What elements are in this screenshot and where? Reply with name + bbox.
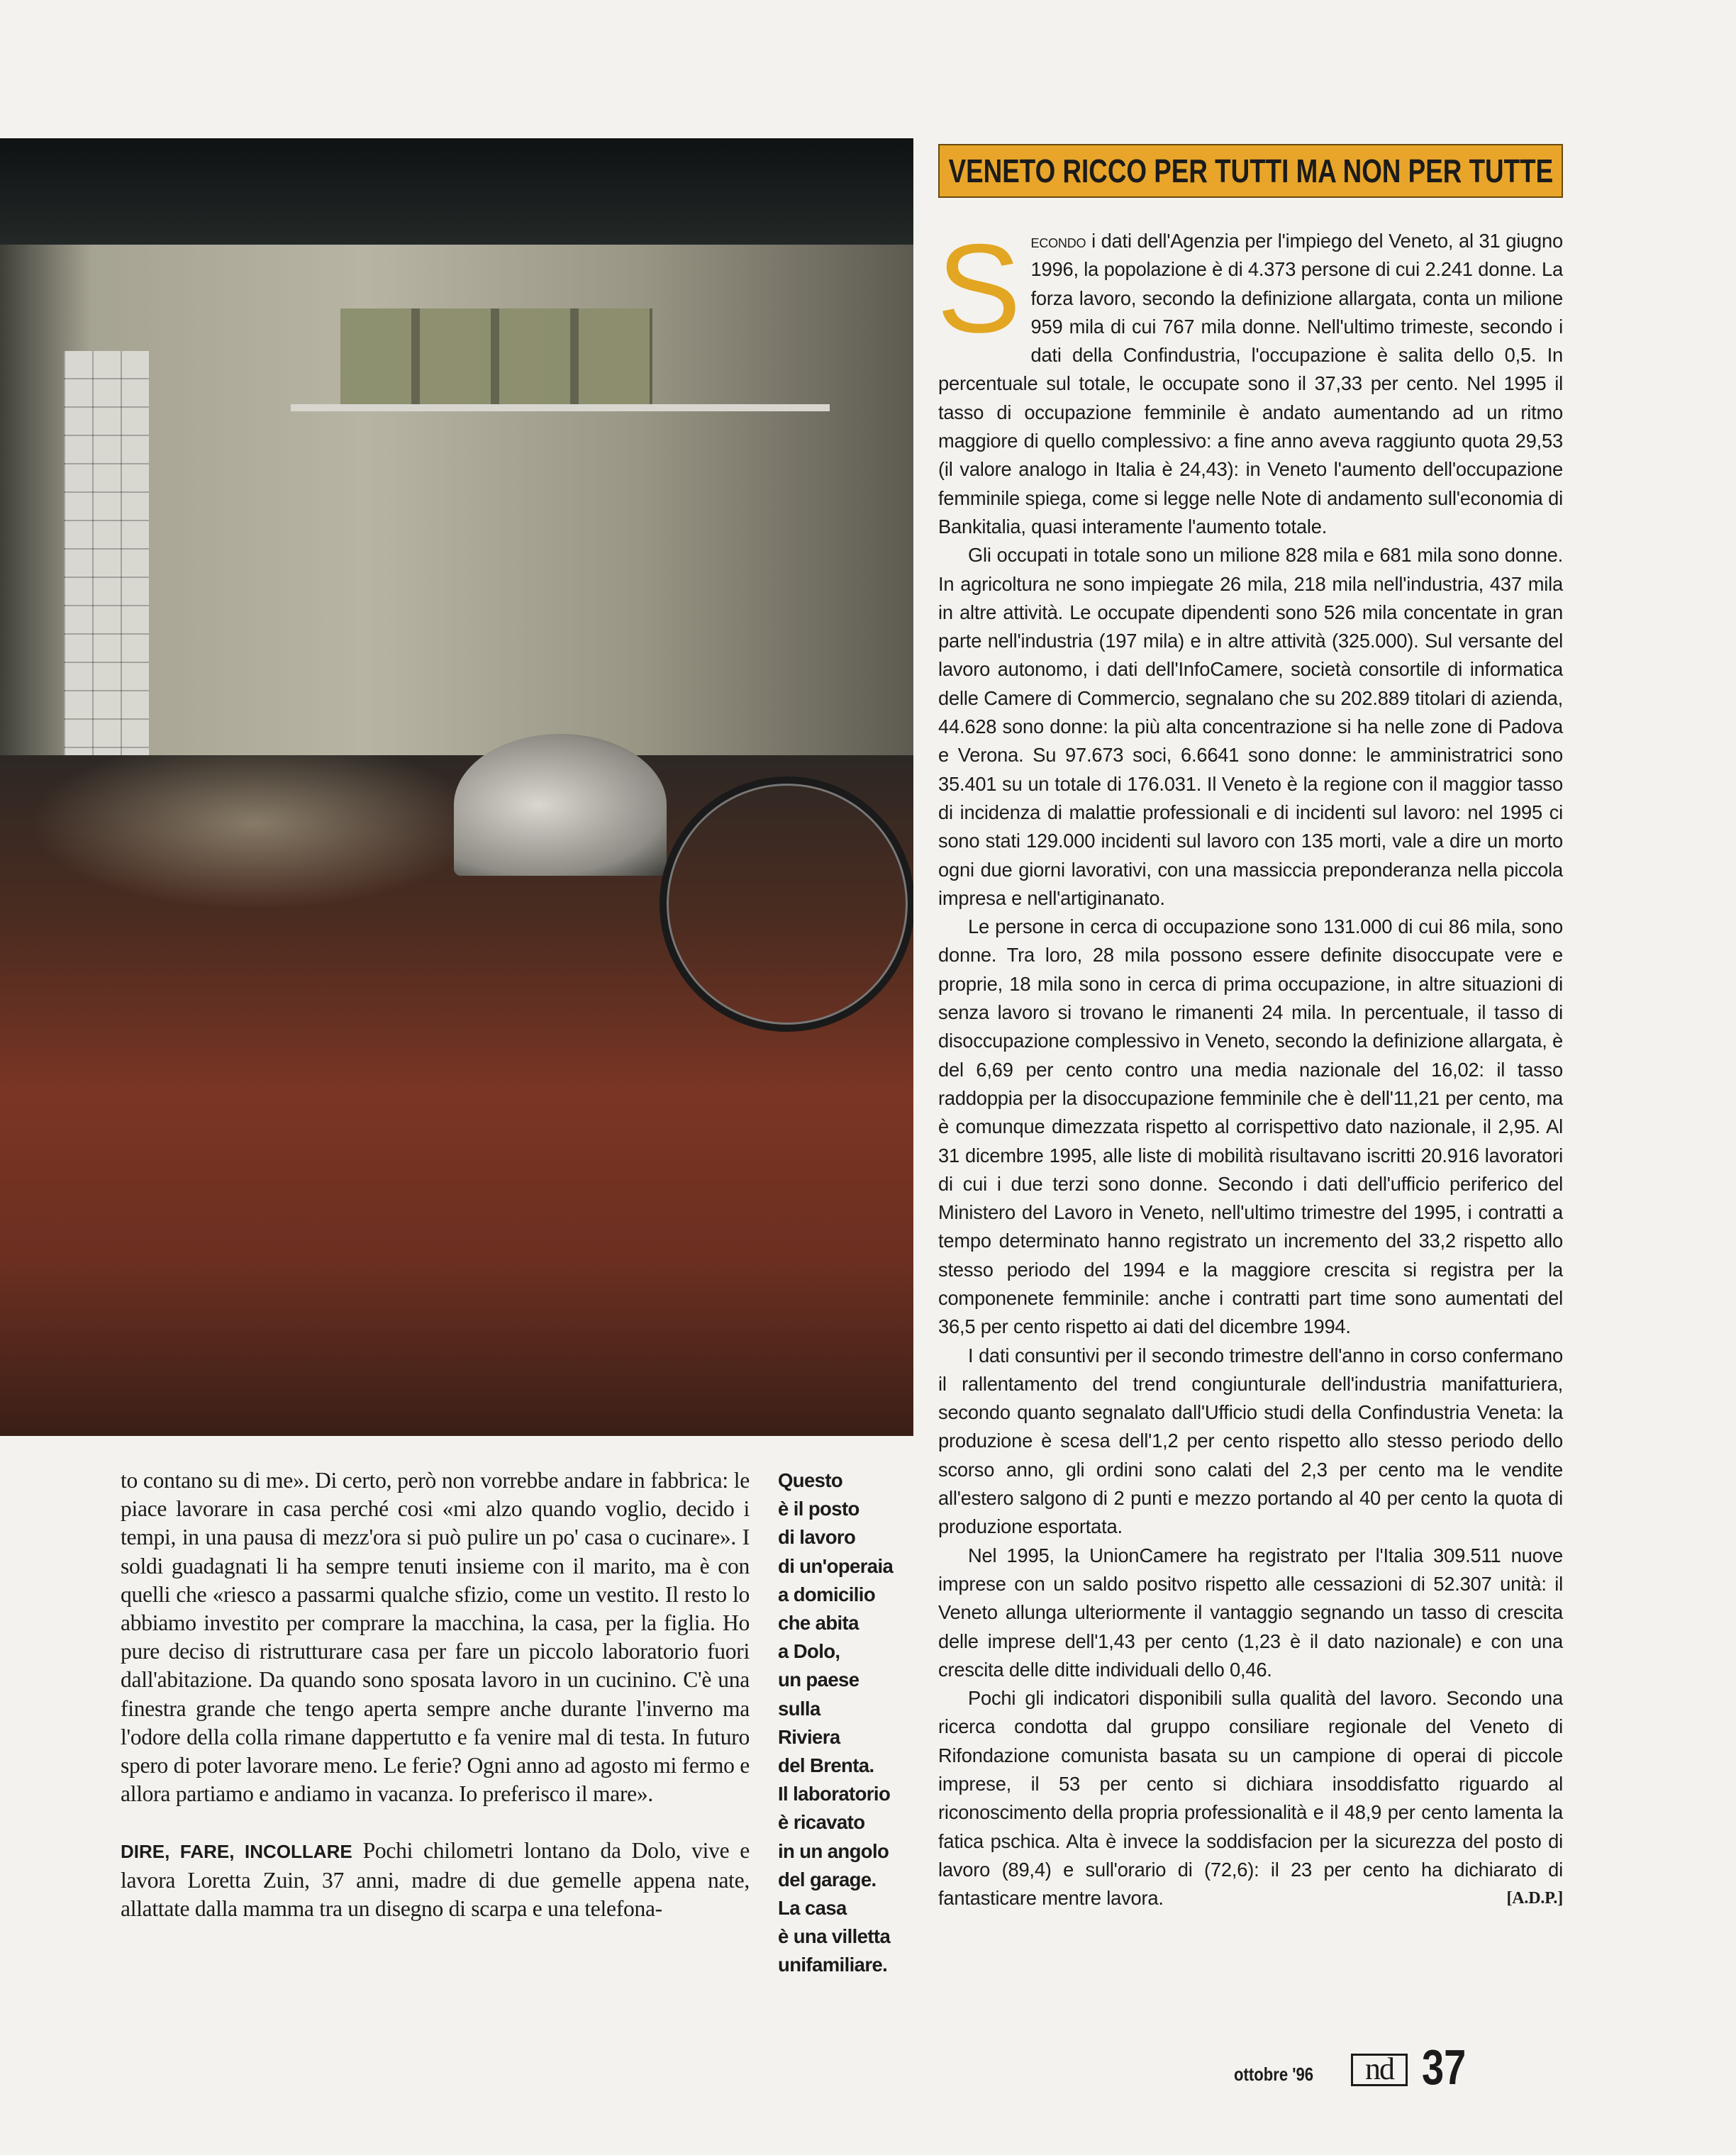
caption-line: un paese xyxy=(778,1669,859,1691)
first-word-rest: econdo xyxy=(1030,230,1086,252)
photo-shelf xyxy=(291,404,830,411)
bleed-through-text xyxy=(940,78,1613,121)
caption-line: è una villetta xyxy=(778,1925,891,1948)
garage-photo xyxy=(0,138,913,1436)
caption-line: Riviera xyxy=(778,1725,840,1748)
article-header-bar xyxy=(938,144,1563,198)
page-number: 37 xyxy=(1422,2039,1467,2095)
left-paragraph-text: Pochi chilometri lontano da Dolo, vive e lavora Loretta Zuin, 37 anni, madre di due gemelle appena nate, allattate dalla mamma tra un disegno di scarpa e una telefona- xyxy=(121,1838,750,1921)
issue-date: ottobre '96 xyxy=(1234,2064,1314,2085)
article-body xyxy=(937,218,1564,1913)
caption-line: del Brenta. xyxy=(778,1754,874,1777)
article-paragraph-4: I dati consuntivi per il secondo trimestre dell'anno in corso confermano il rallentamento del trend congiunturale dell'industria manifatturiera, secondo quanto segnalato dall'Ufficio studi della Confindustria Veneta: la produzione è scesa dell'1,2 per cento rispetto allo stesso periodo dello scorso anno, gli ordini sono calati del 2,3 per cento ma le vendite all'estero salgono di 2 punti e mezzo portando al 40 per cento la quota di produzione esportata. xyxy=(938,1344,1563,1538)
caption-line: in un angolo xyxy=(778,1839,889,1862)
article-paragraph-6 xyxy=(938,1684,1563,1912)
left-paragraph-1: to contano su di me». Di certo, però non vorrebbe andare in fabbrica: le piace lavorare in casa perché cosi «mi alzo quando voglio, decido i tempi, in una pausa di mezz'ora si può pulire un po' casa o cucinare». I soldi guadagnati li ha sempre tenuti insieme con il marito, ma è con quelli che «riesco a passarmi qualche sfizio, come un vestito. Il resto lo abbiamo investito per comprare la macchina, la casa, per la figlia. Ho pure deciso di ristrutturare casa per fare un piccolo laboratorio fuori dall'abitazione. Da quando sono sposata lavoro in un cucinino. C'è una finestra grande che tengo aperta sempre anche durante l'inverno ma l'odore della colla rimane dappertutto e fa venire mal di testa. In futuro spero di poter lavorare meno. Le ferie? Ogni anno ad agosto mi fermo e allora partiamo e andiamo in vacanza. Io preferisco il mare». xyxy=(121,1468,750,1807)
article-paragraph-text: Pochi gli indicatori disponibili sulla qualità del lavoro. Secondo una ricerca condotta dal gruppo consiliare regionale del Veneto di Rifondazione comunista basata su un campione di operai di piccole imprese, il 53 per cento si dichiara insoddisfatto riguardo al riconoscimento della propria professionalità e il 48,9 per cento lamenta la fatica pschica. Alta è invece la soddisfacion per la sicurezza del posto di lavoro (89,4) e sull'orario di (72,6): il 23 per cento ha dichiarato di fantasticare mentre lavora. xyxy=(938,1687,1563,1910)
caption-line: di un'operaia xyxy=(778,1554,894,1577)
article-paragraph-text: i dati dell'Agenzia per l'impiego del Veneto, al 31 giugno 1996, la popolazione è di 4.373 persone di cui 2.241 donne. La forza lavoro, secondo la definizione allargata, conta un milione 959 mila di cui 767 mila donne. Nell'ultimo trimeste, secondo i dati della Confindustria, l'occupazione è salita dello 0,5. In percentuale sul totale, le occupate sono il 37,33 per cento. Nel 1995 il tasso di occupazione femminile è andato aumentando ad un ritmo maggiore di quello complessivo: a fine anno aveva raggiunto quota 29,53 (il valore analogo in Italia è 24,43): in Veneto l'aumento dell'occupazione femminile spiega, come si legge nelle Note di andamento sull'economia di Bankitalia, quasi interamente l'aumento totale. xyxy=(938,230,1564,538)
caption-line: è il posto xyxy=(778,1498,859,1520)
caption-line: è ricavato xyxy=(778,1811,865,1834)
caption-line: unifamiliare. xyxy=(778,1954,888,1976)
caption-line: che abita xyxy=(778,1612,859,1635)
caption-line: Questo xyxy=(778,1469,843,1491)
photo-jerrycans xyxy=(340,308,652,408)
caption-line: a domicilio xyxy=(778,1583,876,1605)
article-title: VENETO RICCO PER TUTTI MA NON PER TUTTE xyxy=(948,152,1553,189)
caption-line: a Dolo, xyxy=(778,1640,840,1663)
drop-cap: S xyxy=(937,218,1021,359)
photo-bicycle-wheel xyxy=(660,776,913,1032)
author-signature: [A.D.P.] xyxy=(1506,1889,1563,1908)
article-paragraph-5: Nel 1995, la UnionCamere ha registrato per l'Italia 309.511 nuove imprese con un saldo positvo rispetto alle cessazioni di 52.307 unità: il Veneto allunga ulteriormente il vantaggio segnando un tasso di crescita delle imprese dell'1,43 per cento (1,23 è il dato nazionale) e con una crescita delle ditte individuali dello 0,46. xyxy=(938,1544,1563,1681)
article-paragraph-3: Le persone in cerca di occupazione sono 131.000 di cui 86 mila, sono donne. Tra loro, 28 mila possono essere definite disoccupate vere e proprie, 18 mila sono in cerca di prima occupazione, in altre situazioni di senza lavoro si trovano le rimanenti 24 mila. In percentuale, il tasso di disoccupazione complessivo in Veneto, secondo la definizione allargata, è del 6,69 per cento contro una media nazionale del 16,02: il tasso raddoppia per la disoccupazione femminile che è dell'11,21 per cento, ma è comunque dimezzata rispetto al corrispettivo dato nazionale, il 2,95. Al 31 dicembre 1995, alle liste di mobilità risultavano iscritti 20.916 lavoratori di cui i due terzi sono donne. Secondo i dati dell'ufficio periferico del Ministero del Lavoro in Veneto, nell'ultimo trimestre del 1995, i contratti a tempo determinato hanno registrato un incremento del 33,2 rispetto allo stesso periodo del 1994 e la maggiore crescita si registra per la componenete femminile: anche i contratti part time sono aumentati del 36,5 per cento rispetto ai dati del dicembre 1994. xyxy=(938,915,1563,1338)
caption-line: del garage. xyxy=(778,1868,877,1891)
caption-line: sulla xyxy=(778,1697,820,1720)
caption-line: Il laboratorio xyxy=(778,1783,891,1805)
photo-floor-machine xyxy=(454,734,667,876)
section-runin-heading: DIRE, FARE, INCOLLARE xyxy=(121,1841,352,1863)
caption-line: di lavoro xyxy=(778,1526,856,1549)
caption-line: La casa xyxy=(778,1897,847,1920)
page-footer xyxy=(1206,2041,1560,2098)
left-paragraph-2 xyxy=(121,1837,750,1923)
photo-ceiling xyxy=(0,138,913,245)
magazine-logo: nd xyxy=(1351,2054,1408,2086)
article-paragraph-1 xyxy=(937,218,1564,541)
photo-caption xyxy=(778,1466,920,1980)
article-paragraph-2: Gli occupati in totale sono un milione 828 mila e 681 mila sono donne. In agricoltura ne sono impiegate 26 mila, 218 mila nell'industria, 437 mila in altre attività. Le occupate dipendenti sono 526 mila concentate in gran parte nell'industria (197 mila) e in altre attività (325.000). Sul versante del lavoro autonomo, i dati dell'InfoCamere, società consortile di informatica delle Camere di Commercio, segnalano che su 202.889 titolari di azienda, 44.628 sono donne: la più alta concentrazione si ha nelle zone di Padova e Verona. Su 97.673 soci, 6.6641 sono donne: le amministratrici sono 35.401 su un totale di 176.031. Il Veneto è la regione con il maggior tasso di incidenza di malattie professionali e di incidenti sul lavoro: nel 1995 ci sono stati 129.000 incidenti sul lavoro con 135 morti, vale a dire un morto ogni due giorni lavorativi, con una massiccia preponderanza nella piccola impresa e nell'artiginanato. xyxy=(938,544,1563,909)
left-column xyxy=(121,1466,750,1923)
